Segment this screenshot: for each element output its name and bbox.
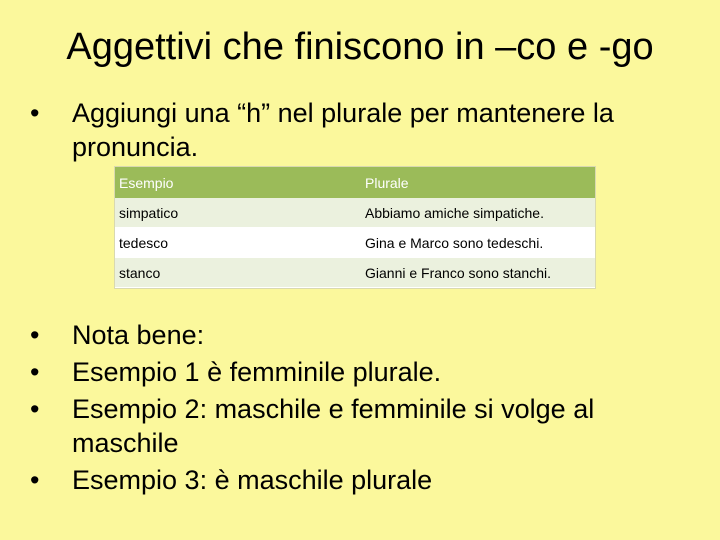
note-bullet: • Esempio 1 è femminile plurale. xyxy=(28,355,688,389)
notes-bullet-list xyxy=(28,318,688,500)
intro-bullet: • Aggiungi una “h” nel plurale per mantenere la pronuncia. xyxy=(28,96,688,164)
note-bullet: • Esempio 2: maschile e femminile si volge al maschile xyxy=(28,392,688,460)
header-plurale: Plurale xyxy=(361,167,595,198)
table-cell-plurale: Gianni e Franco sono stanchi. xyxy=(361,258,595,288)
table-cell-esempio: tedesco xyxy=(115,228,361,258)
note-bullet: • Esempio 3: è maschile plurale xyxy=(28,463,688,497)
slide-title: Aggettivi che finiscono in –co e -go xyxy=(66,26,654,68)
table-row xyxy=(115,228,595,258)
table-cell-plurale: Abbiamo amiche simpatiche. xyxy=(361,198,595,228)
intro-bullet-list xyxy=(28,96,688,164)
note-bullet: • Nota bene: xyxy=(28,318,688,352)
header-esempio: Esempio xyxy=(115,167,361,198)
table-header-row xyxy=(115,167,595,198)
table-cell-plurale: Gina e Marco sono tedeschi. xyxy=(361,228,595,258)
table-row xyxy=(115,258,595,288)
examples-table xyxy=(115,167,595,288)
table-cell-esempio: stanco xyxy=(115,258,361,288)
table-cell-esempio: simpatico xyxy=(115,198,361,228)
table-row xyxy=(115,198,595,228)
